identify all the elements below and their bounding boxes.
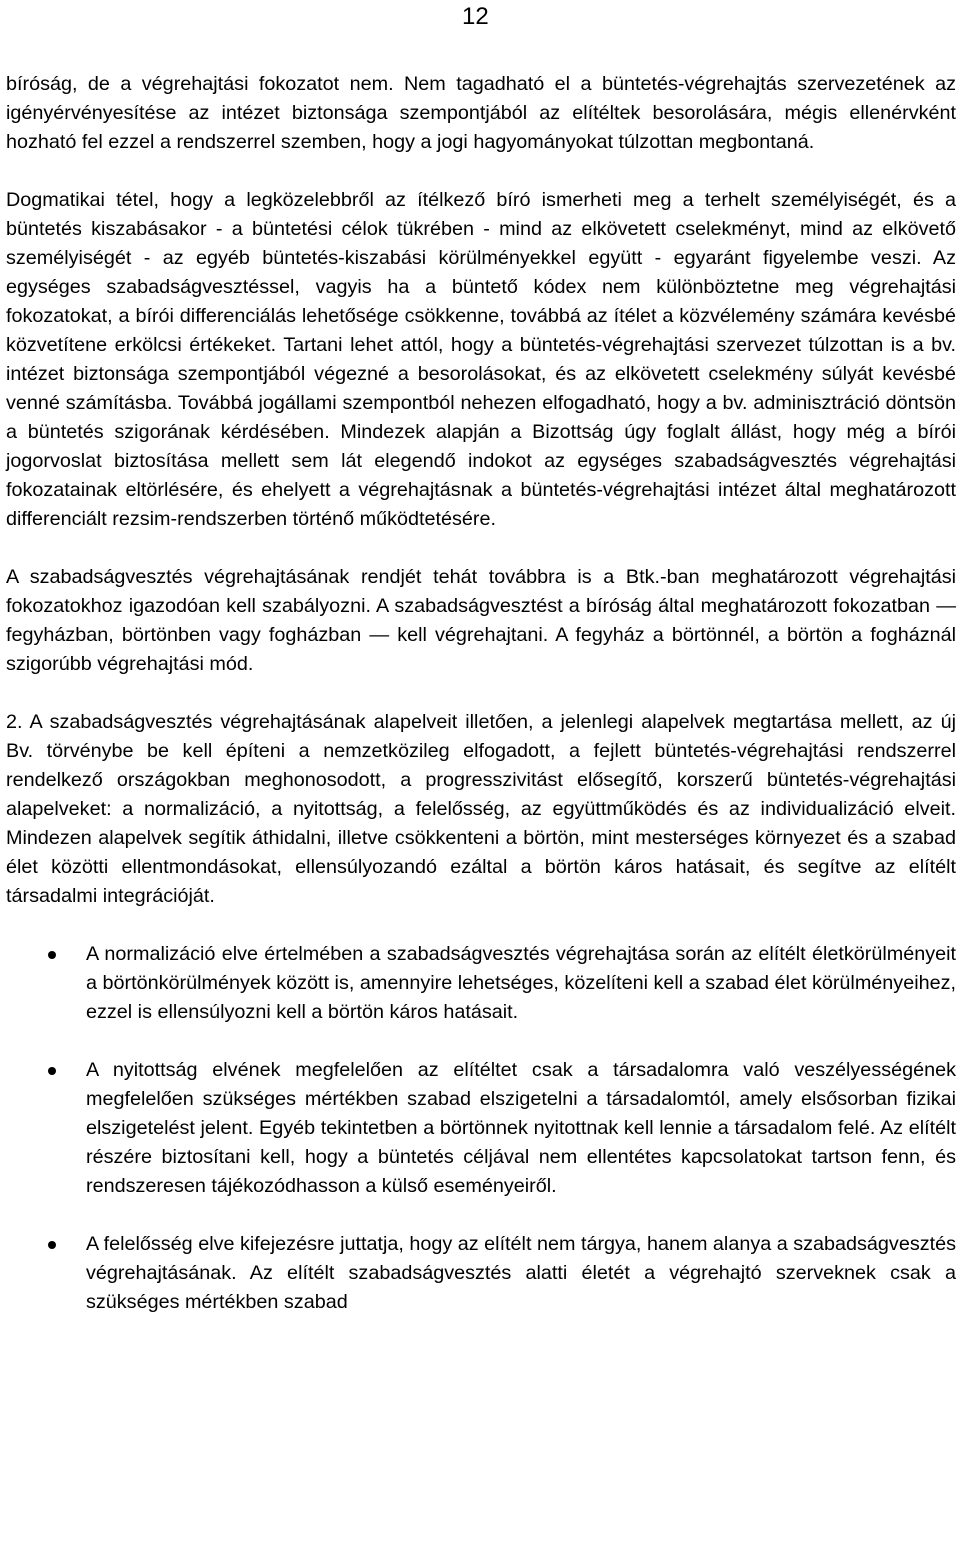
bullet-item [6, 940, 956, 1027]
paragraph: 2. A szabadságvesztés végrehajtásának alapelveit illetően, a jelenlegi alapelvek megtartása mellett, az új Bv. törvénybe be kell építeni a nemzetközileg elfogadott, a fejlett büntetés-végrehajtási rendszerrel rendelkező országokban meghonosodott, a progresszivitást elősegítő, korszerű büntetés-végrehajtási alapelveket: a normalizáció, a nyitottság, a felelősség, az együttműködés és az individualizáció elveit. Mindezen alapelvek segítik áthidalni, illetve csökkenteni a börtön, mint mesterséges környezet és a szabad élet közötti ellentmondásokat, ellensúlyozandó ezáltal a börtön káros hatásait, és segítve az elítélt társadalmi integrációját. [6, 711, 956, 907]
bullet-item [6, 1056, 956, 1201]
page-number: 12 [462, 3, 489, 30]
bullet-list [6, 940, 956, 1317]
bullet-icon [48, 1241, 56, 1249]
paragraph: Dogmatikai tétel, hogy a legközelebbről az ítélkező bíró ismerheti meg a terhelt személyiségét, és a büntetés kiszabásakor - a büntetési célok tükrében - mind az elkövetett cselekményt, mind az elkövető személyiségét - az egyéb büntetés-kiszabási körülményekkel együtt - egyaránt figyelembe veszi. Az egységes szabadságvesztéssel, vagyis ha a büntető kódex nem különböztetne meg végrehajtási fokozatokat, a bírói differenciálás lehetősége csökkenne, továbbá az ítélet a közvélemény számára kevésbé közvetítene erkölcsi értékeket. Tartani lehet attól, hogy a büntetés-végrehajtási szervezet túlzottan is a bv. intézet biztonsága szempontjából végezné a besorolásokat, és az elkövetett cselekmény súlyát kevésbé venné számításba. Továbbá jogállami szempontból nehezen elfogadható, hogy a bv. adminisztráció döntsön a büntetés szigorának kérdésében. Mindezek alapján a Bizottság úgy foglalt állást, hogy még a bírói jogorvoslat biztosítása mellett sem lát elegendő indokot az egységes szabadságvesztés végrehajtási fokozatainak eltörlésére, és ehelyett a végrehajtásnak a büntetés-végrehajtási intézet által meghatározott differenciált rezsim-rendszerben történő működtetésére. [6, 189, 956, 530]
bullet-text: A normalizáció elve értelmében a szabadságvesztés végrehajtása során az elítélt életkörülményeit a börtönkörülmények között is, amennyire lehetséges, közelíteni kell a szabad élet körülményeihez, ezzel is ellensúlyozni kell a börtön káros hatásait. [86, 943, 956, 1023]
bullet-icon [48, 951, 56, 959]
document-body [6, 70, 956, 1346]
paragraph: bíróság, de a végrehajtási fokozatot nem. Nem tagadható el a büntetés-végrehajtás szervezetének az igényérvényesítése az intézet biztonsága szempontjából az elítéltek besorolására, mégis ellenérvként hozható fel ezzel a rendszerrel szemben, hogy a jogi hagyományokat túlzottan megbontaná. [6, 73, 956, 153]
bullet-text: A nyitottság elvének megfelelően az elítéltet csak a társadalomra való veszélyességének megfelelően szükséges mértékben szabad elszigetelni a társadalomtól, amely elsősorban fizikai elszigetelést jelent. Egyéb tekintetben a börtönnek nyitottnak kell lennie a társadalom felé. Az elítélt részére biztosítani kell, hogy a büntetés céljával nem ellentétes kapcsolatokat tartson fenn, és rendszeresen tájékozódhasson a külső eseményeiről. [86, 1059, 956, 1197]
bullet-text: A felelősség elve kifejezésre juttatja, hogy az elítélt nem tárgya, hanem alanya a szabadságvesztés végrehajtásának. Az elítélt szabadságvesztés alatti életét a végrehajtó szerveknek csak a szükséges mértékben szabad [86, 1233, 956, 1313]
paragraph: A szabadságvesztés végrehajtásának rendjét tehát továbbra is a Btk.-ban meghatározott végrehajtási fokozatokhoz igazodóan kell szabályozni. A szabadságvesztést a bíróság által meghatározott fokozatban — fegyházban, börtönben vagy fogházban — kell végrehajtani. A fegyház a börtönnél, a börtön a fogháznál szigorúbb végrehajtási mód. [6, 566, 956, 675]
bullet-icon [48, 1067, 56, 1075]
bullet-item [6, 1230, 956, 1317]
